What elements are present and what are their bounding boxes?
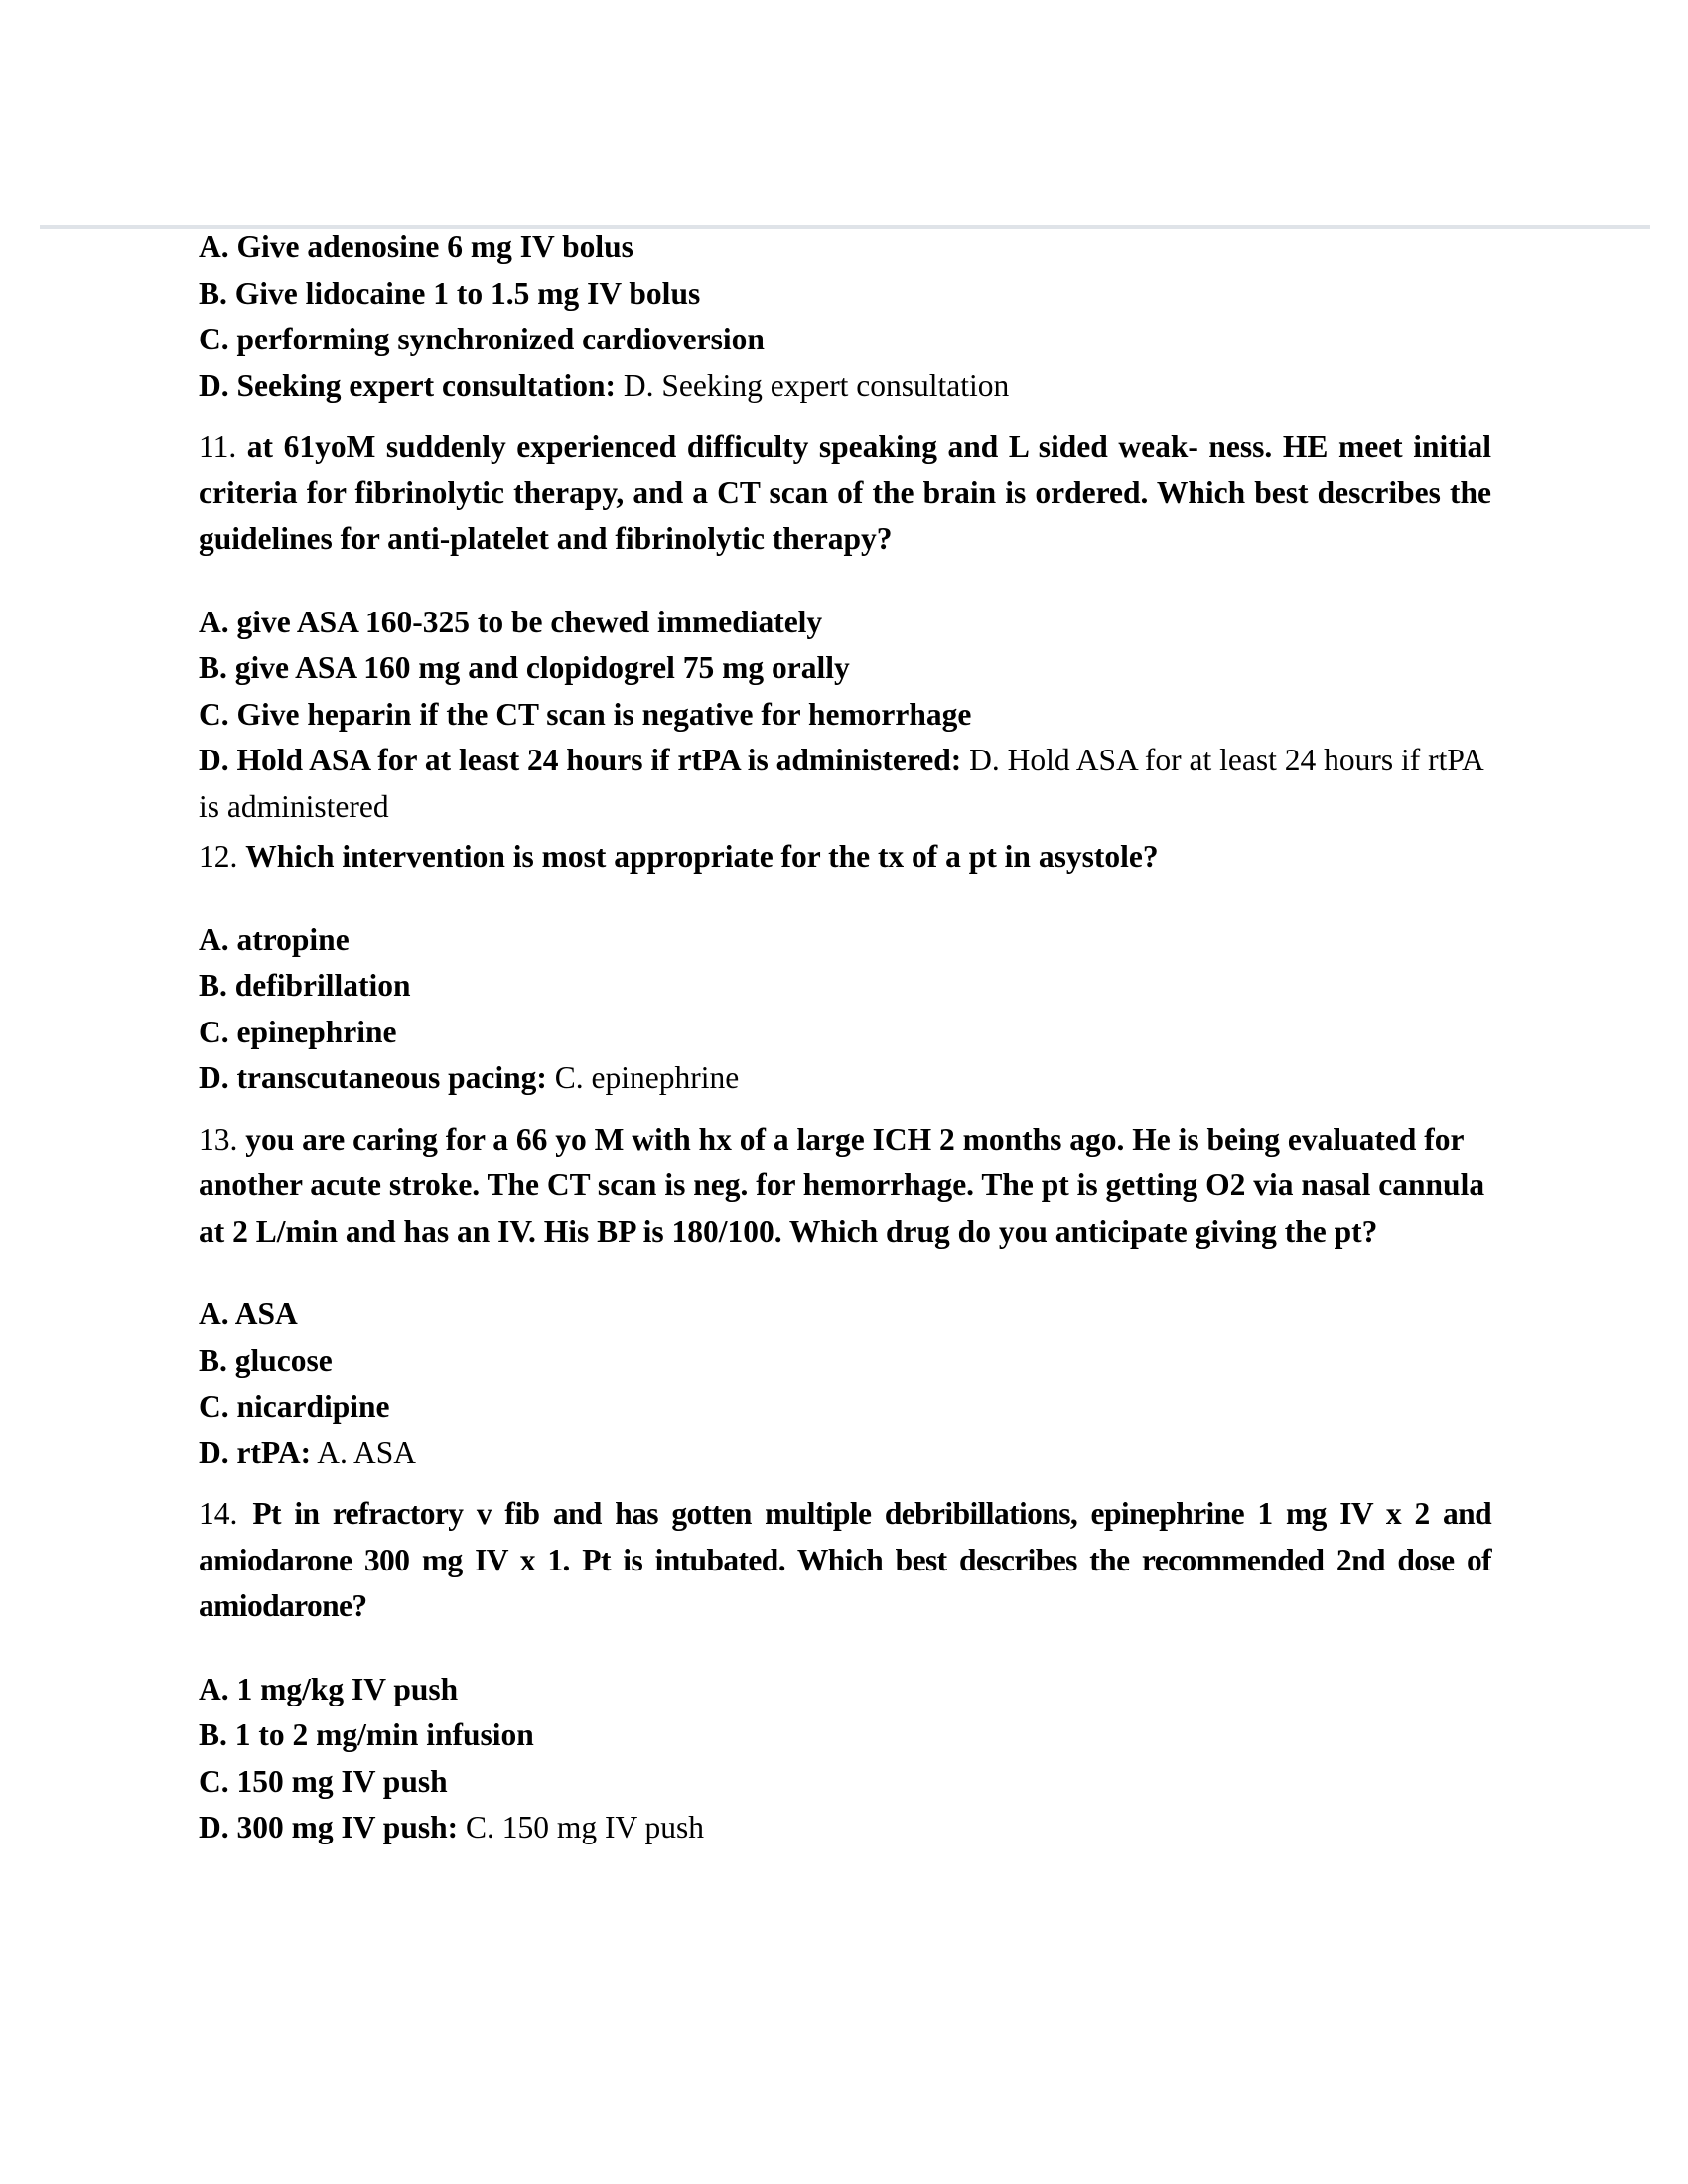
q13-text: you are caring for a 66 yo M with hx of a large ICH 2 months ago. He is being evaluated for another acute stroke. The CT scan is neg. for hemorrhage. The pt is getting O2 via nasal cannula at 2 L/min and has an IV. His BP is 180/100. Which drug do you anticipate giving the pt?: [199, 1121, 1485, 1249]
q14-option-d: D. 300 mg IV push: C. 150 mg IV push: [199, 1810, 705, 1844]
q10-option-b: B. Give lidocaine 1 to 1.5 mg IV bolus: [199, 275, 701, 311]
q13-number: 13.: [199, 1121, 238, 1157]
q11-options: [199, 600, 1491, 831]
q14-option-a: A. 1 mg/kg IV push: [199, 1671, 459, 1706]
q12-question: [199, 834, 1491, 881]
q13-answer: A. ASA: [317, 1434, 417, 1470]
q11-text: at 61yoM suddenly experienced difficulty speaking and L sided weak- ness. HE meet initial criteria for fibrinolytic therapy, and a CT scan of the brain is ordered. Which best describes the guidelines for anti-platelet and fibrinolytic therapy?: [199, 429, 1491, 556]
q11-number: 11.: [199, 429, 237, 464]
q14-option-b: B. 1 to 2 mg/min infusion: [199, 1717, 534, 1752]
q14-answer: C. 150 mg IV push: [465, 1810, 705, 1844]
q12-number: 12.: [199, 839, 238, 874]
q12-options: [199, 917, 1491, 1102]
q10-option-a: A. Give adenosine 6 mg IV bolus: [199, 229, 633, 264]
q12-option-d: D. transcutaneous pacing: C. epinephrine: [199, 1060, 740, 1095]
q14-options: [199, 1667, 1491, 1851]
q12-option-b: B. defibrillation: [199, 968, 411, 1003]
q13-option-c: C. nicardipine: [199, 1389, 390, 1424]
q14-text: Pt in refractory v fib and has gotten multiple debribillations, epinephrine 1 mg IV x 2 and amiodarone 300 mg IV x 1. Pt is intubated. Which best describes the recommended 2nd dose of amiodarone?: [199, 1496, 1492, 1623]
q12-answer: C. epinephrine: [554, 1060, 740, 1095]
q13-option-d: D. rtPA: A. ASA: [199, 1434, 417, 1470]
q14-number: 14.: [199, 1496, 238, 1531]
q13-options: [199, 1292, 1491, 1476]
q12-text: Which intervention is most appropriate for the tx of a pt in asystole?: [245, 839, 1159, 874]
q11-option-c: C. Give heparin if the CT scan is negative for hemorrhage: [199, 696, 972, 732]
q12-option-a: A. atropine: [199, 921, 350, 957]
q10-option-c: C. performing synchronized cardioversion: [199, 322, 765, 356]
q14-question: [199, 1491, 1491, 1630]
q13-option-a: A. ASA: [199, 1297, 298, 1331]
q11-option-a: A. give ASA 160-325 to be chewed immediately: [199, 604, 823, 639]
q11-answer: D. Hold ASA for at least 24 hours if rtPA is administered: [199, 743, 1482, 824]
q11-option-d: D. Hold ASA for at least 24 hours if rtPA is administered: D. Hold ASA for at least 24 hours if rtPA is administered: [199, 743, 1482, 824]
q14-option-c: C. 150 mg IV push: [199, 1763, 448, 1799]
q13-question: [199, 1117, 1491, 1256]
q12-option-c: C. epinephrine: [199, 1014, 397, 1049]
q10-options: [199, 224, 1491, 409]
q11-option-b: B. give ASA 160 mg and clopidogrel 75 mg orally: [199, 650, 850, 685]
q10-option-d: D. Seeking expert consultation: D. Seeking expert consultation: [199, 367, 1010, 403]
quiz-content: [199, 224, 1491, 1851]
q13-option-b: B. glucose: [199, 1342, 333, 1378]
q11-question: [199, 424, 1491, 563]
q10-answer: D. Seeking expert consultation: [623, 367, 1010, 403]
